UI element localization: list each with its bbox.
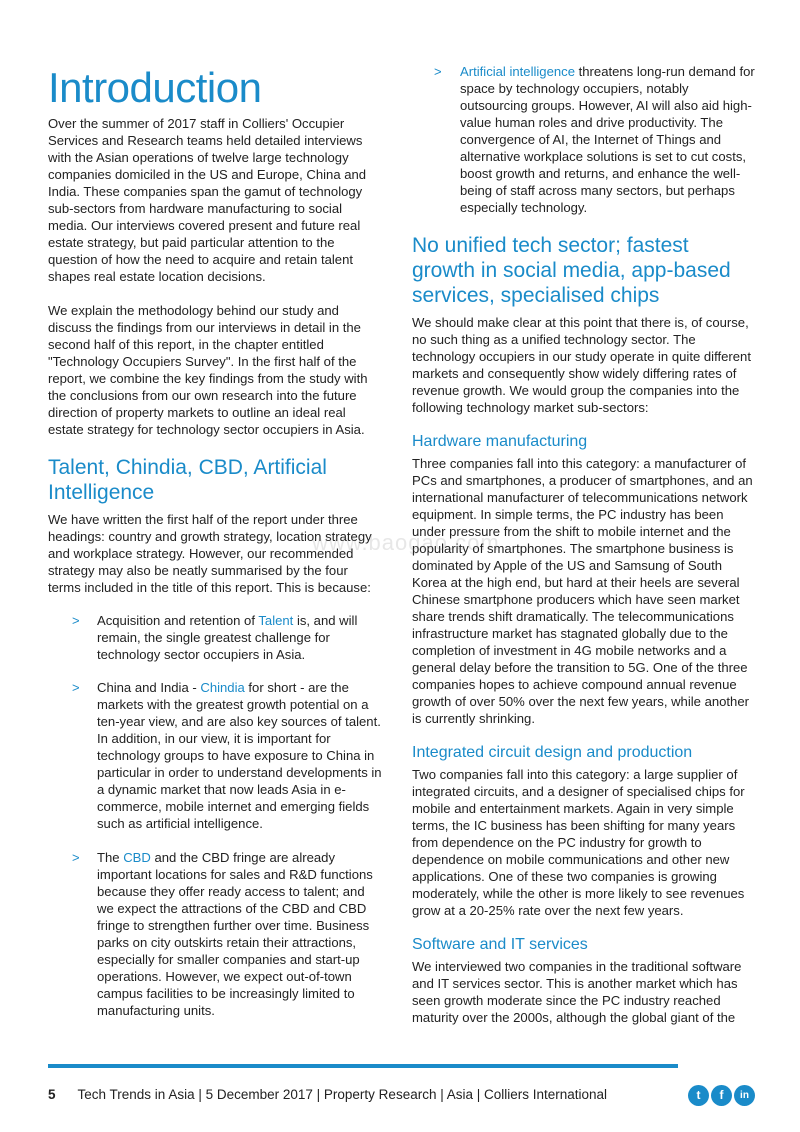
paragraph-hardware: Three companies fall into this category: a manufacturer of PCs and smartphones, a producer of smartphones, and an international manufacturer of telecommunications network equipment. In simple terms, the PC industry has been under pressure from the shift to mobile internet and the popularity of smartphones. The smartphone business is dominated by Apple of the US and Samsung of South Korea at the high end, but hard at their heels are several Chinese smartphone producers which have seen market share trends shift dramatically. The telecommunications infrastructure market has stagnated globally due to the completion of investment in 4G mobile networks and a general delay before the transition to 5G. One of the three companies hopes to achieve compound annual revenue growth of over 50% over the next few years, while another is currently shrinking. — [412, 456, 753, 726]
intro-paragraph-2: We explain the methodology behind our study and discuss the findings from our interviews in detail in the second half of this report, in the chapter entitled "Technology Occupiers Survey". In the first half of the report, we combine the key findings from the study with the conclusions from our own research into the future direction of property markets to outline an ideal real estate strategy for technology sector occupiers in Asia. — [48, 303, 368, 437]
subheading-ic: Integrated circuit design and production — [412, 744, 693, 761]
paragraph-software: We interviewed two companies in the traditional software and IT services sector. This is another market which has seen growth moderate since the PC industry reached maturity over the 2000s, although the global giant of the — [412, 959, 742, 1025]
footer-text: Tech Trends in Asia | 5 December 2017 | Property Research | Asia | Colliers International — [77, 1087, 608, 1102]
highlight-ai: Artificial intelligence — [460, 64, 575, 79]
highlight-talent: Talent — [258, 613, 294, 628]
footer — [48, 1087, 607, 1102]
page-title: Introduction — [48, 64, 262, 111]
highlight-chindia: Chindia — [200, 680, 245, 695]
bullet-cbd: > The CBD and the CBD fringe are already important locations for sales and R&D functions because they offer ready access to talent; and we expect the attractions of the CBD and CBD fringe to strengthen further over time. Business parks on city outskirts retain their attractions, especially for smaller companies and start-up operations. However, we expect out-of-town campus facilities to be increasingly limited to manufacturing units. — [72, 850, 373, 1018]
bullet-marker: > — [72, 680, 80, 695]
subheading-software: Software and IT services — [412, 936, 588, 953]
facebook-icon[interactable]: f — [711, 1085, 732, 1106]
bullet-talent: > Acquisition and retention of Talent is, and will remain, the single greatest challenge for technology sector occupiers in Asia. — [72, 613, 358, 662]
section-paragraph-talent: We have written the first half of the report under three headings: country and growth strategy, location strategy and workplace strategy. However, our recommended strategy may also be neatly summarised by the four terms included in the title of this report. This is because: — [48, 512, 372, 595]
highlight-cbd: CBD — [123, 850, 151, 865]
bullet-ai: > Artificial intelligence threatens long-run demand for space by technology occupiers, notably outsourcing groups. However, AI will also aid high-value human roles and drive productivity. The convergence of AI, the Internet of Things and alternative workplace solutions is set to cut costs, boost growth and returns, and enhance the well-being of staff across many sectors, but perhaps especially technology. — [434, 64, 755, 215]
bullet-marker: > — [72, 850, 80, 865]
bullet-marker: > — [72, 613, 80, 628]
page-number: 5 — [48, 1087, 56, 1102]
footer-rule — [48, 1064, 678, 1068]
watermark: www.baogao.com — [312, 530, 500, 555]
section-heading-talent: Talent, Chindia, CBD, Artificial Intelligence — [48, 456, 327, 504]
twitter-icon[interactable]: t — [688, 1085, 709, 1106]
linkedin-icon[interactable]: in — [734, 1085, 755, 1106]
subheading-hardware: Hardware manufacturing — [412, 433, 588, 450]
section-heading-tech-sector: No unified tech sector; fastest growth in social media, app-based services, specialised chips — [412, 234, 731, 307]
bullet-marker: > — [434, 64, 442, 79]
section-paragraph-tech-sector: We should make clear at this point that there is, of course, no such thing as a unified technology sector. The technology occupiers in our study operate in quite different markets and consequently show widely differing rates of revenue growth. We would group the companies into the following technology market sub-sectors: — [412, 315, 751, 415]
bullet-chindia: > China and India - Chindia for short - are the markets with the greatest growth potential on a ten-year view, and are also key sources of talent. In addition, in our view, it is important for technology groups to have exposure to China in particular in order to understand developments in a dynamic market that now leads Asia in e-commerce, mobile internet and emerging fields such as artificial intelligence. — [72, 680, 382, 831]
intro-paragraph-1: Over the summer of 2017 staff in Colliers' Occupier Services and Research teams held detailed interviews with the Asian operations of twelve large technology companies domiciled in the US and Europe, China and India. These companies span the gamut of technology sub-sectors from hardware manufacturing to social media. Our interviews covered present and future real estate strategy, but paid particular attention to the question of how the need to acquire and retain talent shapes real estate location decisions. — [48, 116, 367, 284]
paragraph-ic: Two companies fall into this category: a large supplier of integrated circuits, and a designer of specialised chips for mobile and entertainment markets. Again in very simple terms, the IC business has been shifting for many years from dependence on the PC industry for growth to dependence on mobile communications and other new applications. One of these two companies is growing moderately, while the other is more likely to see revenues grow at a 20-25% rate over the next few years. — [412, 767, 745, 918]
